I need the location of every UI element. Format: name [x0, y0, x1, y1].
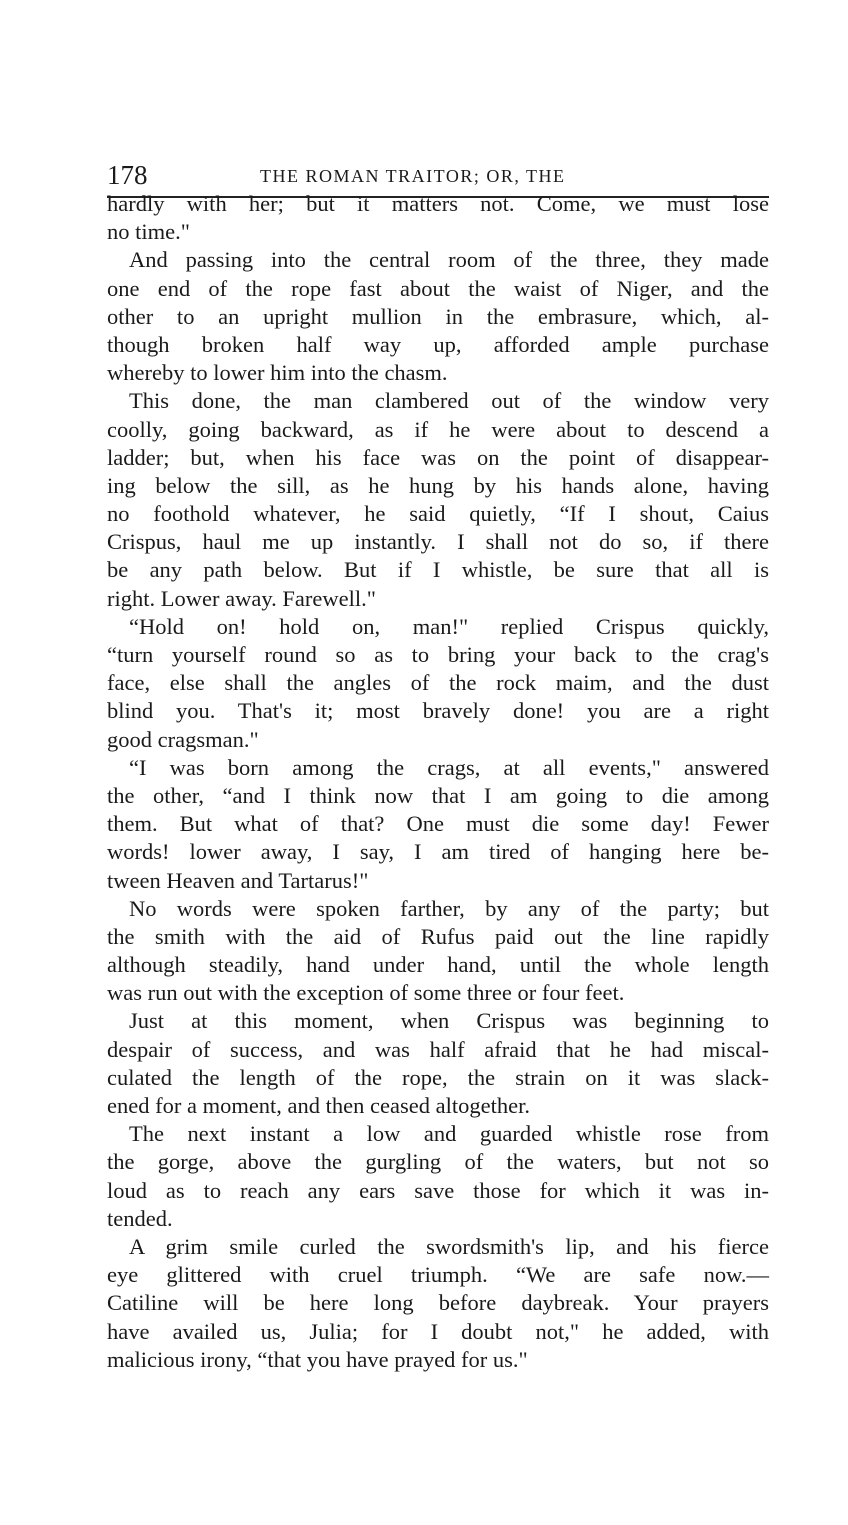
body-text: [107, 190, 769, 1374]
text-line: malicious irony, “that you have prayed for us.": [107, 1346, 528, 1372]
text-line: And passing into the central room of the three, they made: [129, 247, 769, 273]
text-line: the smith with the aid of Rufus paid out the line rapidly: [107, 923, 769, 949]
paragraph: [107, 895, 769, 1008]
text-line: no time.": [107, 219, 190, 245]
paragraph: [107, 1120, 769, 1233]
text-line: the gorge, above the gurgling of the waters, but not so: [107, 1149, 769, 1175]
text-line: A grim smile curled the swordsmith's lip, and his fierce: [129, 1233, 769, 1259]
text-line: eye glittered with cruel triumph. “We are safe now.—: [107, 1262, 769, 1288]
text-line: be any path below. But if I whistle, be sure that all is: [107, 557, 769, 583]
paragraph: [107, 613, 769, 754]
text-line: despair of success, and was half afraid that he had miscal-: [107, 1036, 769, 1062]
text-line: no foothold whatever, he said quietly, “If I shout, Caius: [107, 501, 769, 527]
text-line: good cragsman.": [107, 726, 259, 752]
running-head: THE ROMAN TRAITOR; OR, THE: [260, 166, 566, 186]
text-line: ing below the sill, as he hung by his hands alone, having: [107, 472, 769, 498]
text-line: words! lower away, I say, I am tired of hanging here be-: [107, 839, 769, 865]
text-line: coolly, going backward, as if he were about to descend a: [107, 416, 769, 442]
paragraph: [107, 190, 769, 246]
paragraph: [107, 754, 769, 895]
text-line: tended.: [107, 1205, 173, 1231]
paragraph: [107, 1007, 769, 1120]
text-line: though broken half way up, afforded ample purchase: [107, 331, 769, 357]
text-line: hardly with her; but it matters not. Come, we must lose: [107, 191, 769, 216]
text-line: “Hold on! hold on, man!" replied Crispus quickly,: [129, 613, 769, 639]
text-line: Catiline will be here long before daybreak. Your prayers: [107, 1290, 769, 1316]
text-line: Just at this moment, when Crispus was beginning to: [129, 1008, 769, 1034]
text-line: was run out with the exception of some three or four feet.: [107, 980, 625, 1006]
text-line: This done, the man clambered out of the window very: [129, 388, 769, 414]
text-line: have availed us, Julia; for I doubt not," he added, with: [107, 1318, 769, 1344]
text-line: ladder; but, when his face was on the point of disappear-: [107, 444, 769, 470]
paragraph: [107, 246, 769, 387]
text-line: although steadily, hand under hand, until the whole length: [107, 952, 769, 978]
text-line: The next instant a low and guarded whistle rose from: [129, 1121, 769, 1147]
text-line: ened for a moment, and then ceased altogether.: [107, 1093, 530, 1118]
text-line: whereby to lower him into the chasm.: [107, 360, 448, 386]
text-line: No words were spoken farther, by any of the party; but: [129, 895, 769, 921]
text-line: one end of the rope fast about the waist of Niger, and the: [107, 275, 769, 301]
text-line: the other, “and I think now that I am going to die among: [107, 782, 769, 808]
text-line: them. But what of that? One must die some day! Fewer: [107, 811, 769, 837]
text-line: blind you. That's it; most bravely done! you are a right: [107, 698, 769, 724]
page-number: 178: [107, 160, 148, 190]
text-line: culated the length of the rope, the strain on it was slack-: [107, 1064, 769, 1090]
text-line: “I was born among the crags, at all events," answered: [129, 754, 769, 780]
text-line: tween Heaven and Tartarus!": [107, 867, 369, 893]
paragraph: [107, 387, 769, 613]
text-line: face, else shall the angles of the rock maim, and the dust: [107, 670, 769, 696]
text-line: other to an upright mullion in the embrasure, which, al-: [107, 303, 769, 329]
text-line: Crispus, haul me up instantly. I shall not do so, if there: [107, 529, 769, 555]
text-line: loud as to reach any ears save those for which it was in-: [107, 1177, 769, 1203]
paragraph: [107, 1233, 769, 1374]
text-line: right. Lower away. Farewell.": [107, 585, 376, 611]
text-line: “turn yourself round so as to bring your back to the crag's: [107, 642, 769, 667]
